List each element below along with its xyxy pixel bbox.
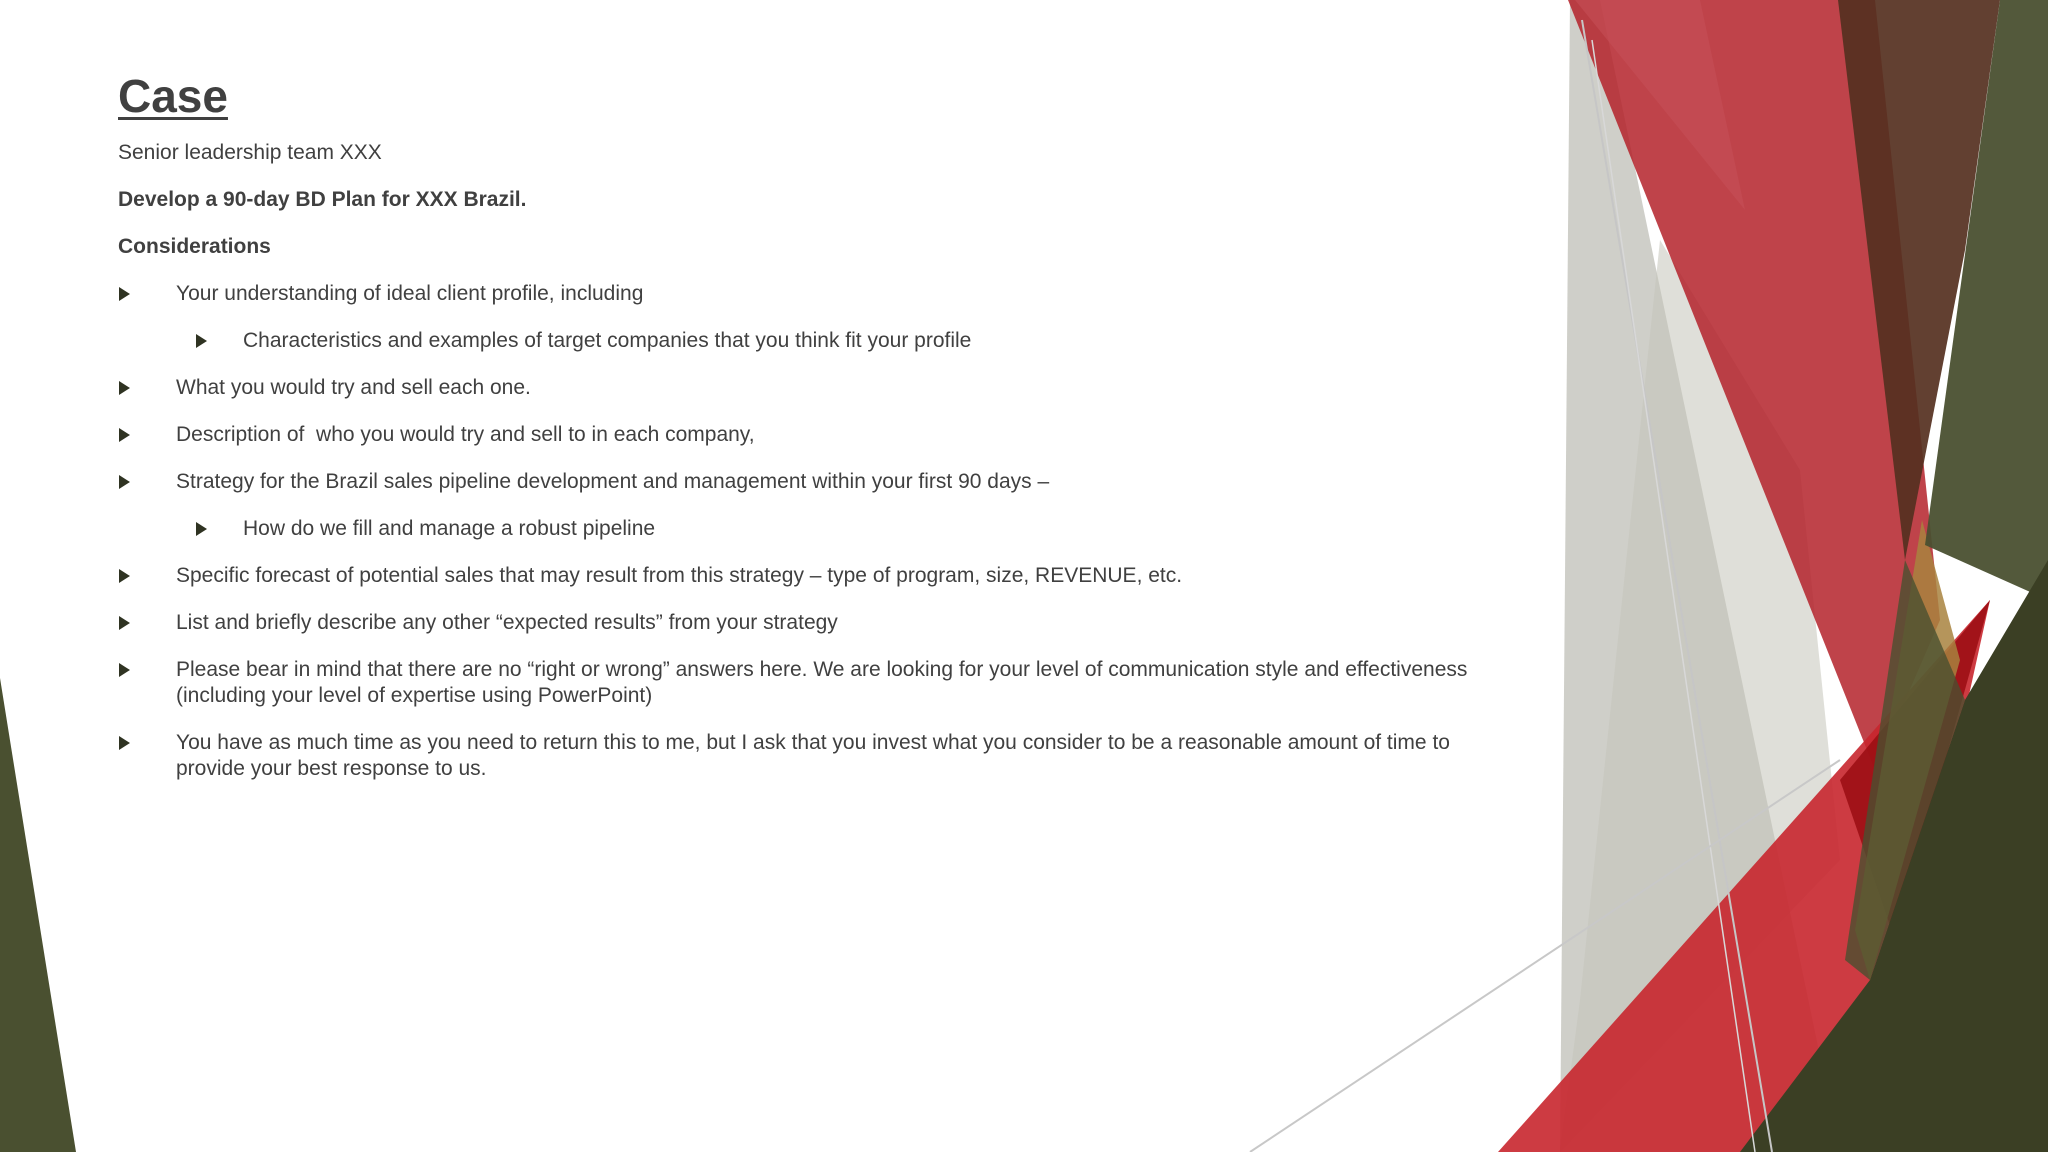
bullet-text: Characteristics and examples of target companies that you think fit your profile (243, 329, 972, 352)
bullet-arrow-icon (119, 663, 130, 677)
bullet-arrow-icon (119, 569, 130, 583)
bullet-item (118, 281, 1518, 307)
sub-bullet-item (118, 328, 1518, 354)
bullet-arrow-icon (119, 475, 130, 489)
bullet-item (118, 657, 1518, 709)
bullet-text: You have as much time as you need to return this to me, but I ask that you invest what you consider to be a reasonable amount of time to provide your best response to us. (176, 731, 1450, 780)
bullet-item (118, 469, 1518, 495)
sub-bullet-item (118, 516, 1518, 542)
bullet-arrow-icon (119, 381, 130, 395)
task-text: Develop a 90-day BD Plan for XXX Brazil. (118, 188, 527, 211)
considerations-heading: Considerations (118, 235, 271, 258)
bullet-arrow-icon (119, 616, 130, 630)
bullet-arrow-icon (196, 522, 207, 536)
bullet-text: What you would try and sell each one. (176, 376, 531, 399)
considerations-list (118, 281, 1518, 782)
bullet-arrow-icon (119, 736, 130, 750)
left-olive-sliver (0, 678, 76, 1152)
bullet-item (118, 375, 1518, 401)
bullet-text: Description of who you would try and sell to in each company, (176, 423, 755, 446)
slide-title: Case (118, 70, 228, 122)
bullet-arrow-icon (119, 287, 130, 301)
bullet-item (118, 730, 1518, 782)
bullet-arrow-icon (196, 334, 207, 348)
bullet-arrow-icon (119, 428, 130, 442)
bullet-item (118, 563, 1518, 589)
slide-content (118, 68, 1518, 803)
bullet-text: Specific forecast of potential sales that may result from this strategy – type of program, size, REVENUE, etc. (176, 564, 1183, 587)
bullet-text: List and briefly describe any other “expected results” from your strategy (176, 611, 838, 634)
bullet-item (118, 422, 1518, 448)
bullet-text: Your understanding of ideal client profile, including (176, 282, 644, 305)
bullet-item (118, 610, 1518, 636)
bullet-text: How do we fill and manage a robust pipeline (243, 517, 656, 540)
bullet-text: Please bear in mind that there are no “right or wrong” answers here. We are looking for your level of communication style and effectiveness (including your level of expertise using PowerPoint) (176, 658, 1468, 707)
subtitle-text: Senior leadership team XXX (118, 141, 382, 164)
bullet-text: Strategy for the Brazil sales pipeline development and management within your first 90 days – (176, 470, 1050, 493)
